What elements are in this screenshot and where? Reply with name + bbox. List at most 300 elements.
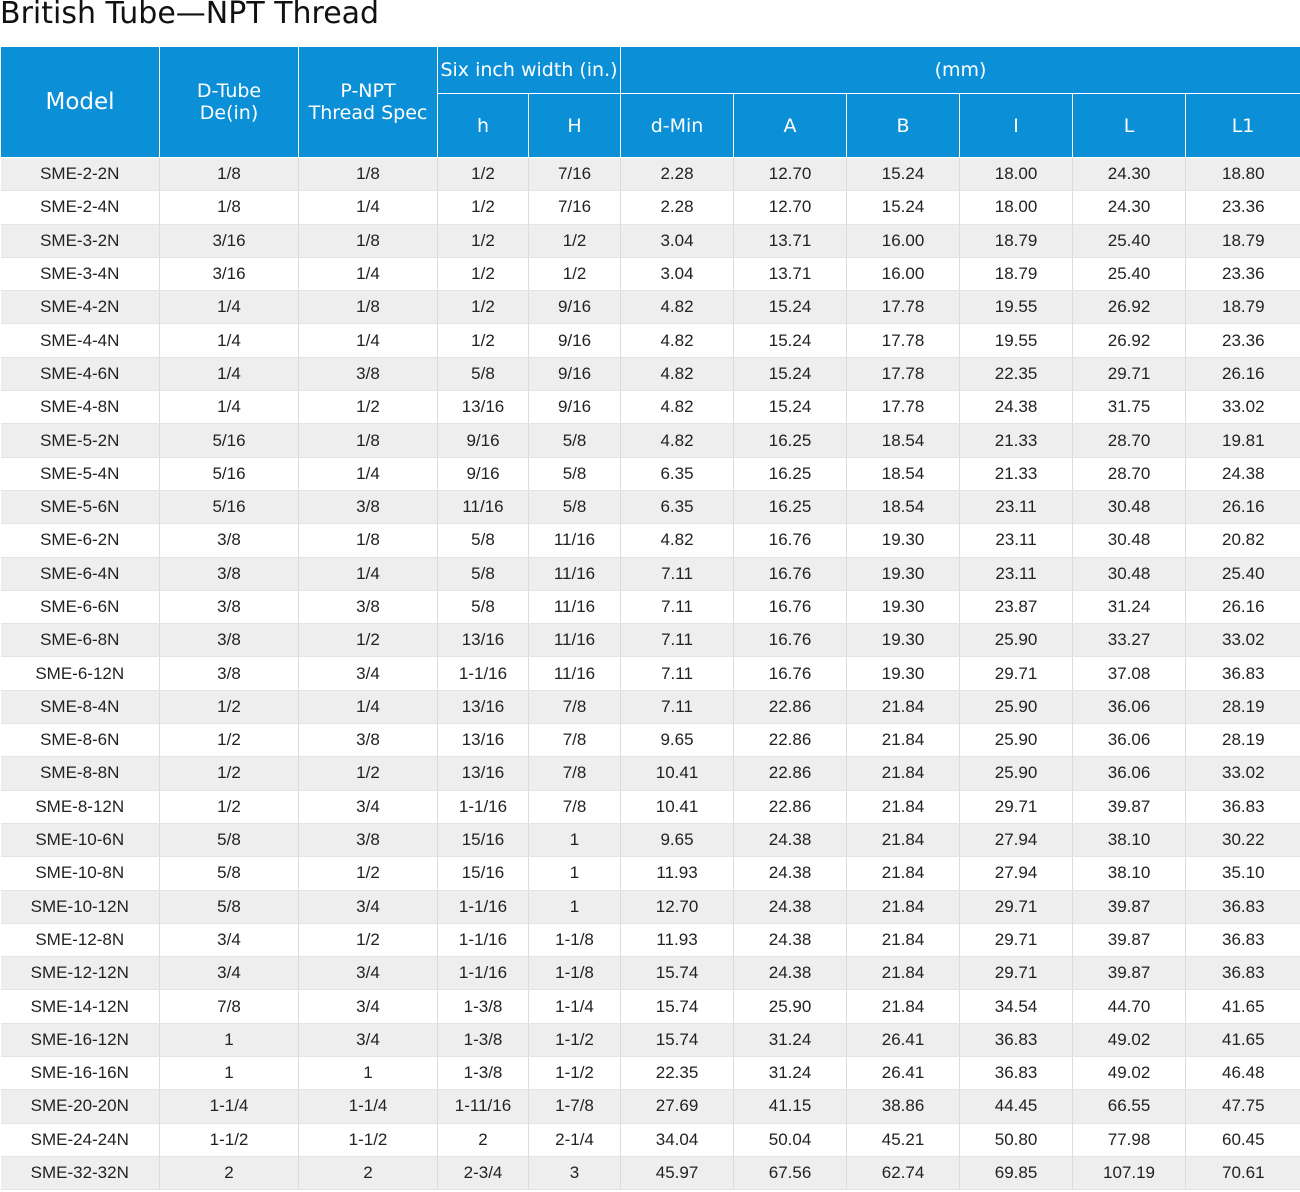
cell-a: 24.38	[734, 823, 847, 856]
cell-d-tube: 1-1/4	[160, 1090, 299, 1123]
cell-l1: 41.65	[1186, 1023, 1300, 1056]
cell-model: SME-3-4N	[1, 257, 160, 290]
cell-h-large: 7/8	[529, 724, 621, 757]
cell-h-large: 1/2	[529, 224, 621, 257]
cell-a: 16.76	[734, 524, 847, 557]
cell-d-min: 6.35	[621, 490, 734, 523]
cell-h: 13/16	[438, 757, 529, 790]
cell-p-npt: 1/8	[299, 224, 438, 257]
header-model: Model	[1, 47, 160, 158]
cell-a: 22.86	[734, 757, 847, 790]
cell-i: 25.90	[960, 690, 1073, 723]
cell-model: SME-4-4N	[1, 324, 160, 357]
cell-i: 29.71	[960, 957, 1073, 990]
cell-p-npt: 1/4	[299, 324, 438, 357]
cell-h-large: 1-7/8	[529, 1090, 621, 1123]
header-d-tube-line2: De(in)	[199, 102, 259, 124]
cell-i: 25.90	[960, 624, 1073, 657]
cell-l: 29.71	[1073, 357, 1186, 390]
cell-l1: 18.79	[1186, 224, 1300, 257]
table-row	[1, 191, 1300, 224]
cell-l1: 28.19	[1186, 724, 1300, 757]
cell-p-npt: 3/4	[299, 957, 438, 990]
cell-h-large: 1-1/8	[529, 957, 621, 990]
cell-model: SME-8-6N	[1, 724, 160, 757]
cell-d-tube: 1/2	[160, 724, 299, 757]
cell-b: 17.78	[847, 324, 960, 357]
cell-d-min: 6.35	[621, 457, 734, 490]
header-a: A	[734, 94, 847, 158]
cell-d-tube: 5/16	[160, 490, 299, 523]
cell-h: 1-3/8	[438, 990, 529, 1023]
cell-d-min: 3.04	[621, 224, 734, 257]
cell-h-large: 9/16	[529, 291, 621, 324]
cell-d-min: 22.35	[621, 1057, 734, 1090]
cell-d-min: 4.82	[621, 391, 734, 424]
cell-p-npt: 1/2	[299, 391, 438, 424]
cell-a: 31.24	[734, 1023, 847, 1056]
cell-p-npt: 1-1/4	[299, 1090, 438, 1123]
cell-d-min: 4.82	[621, 524, 734, 557]
cell-l: 36.06	[1073, 757, 1186, 790]
header-mm: (mm)	[621, 47, 1300, 94]
cell-a: 16.76	[734, 624, 847, 657]
cell-h: 1/2	[438, 257, 529, 290]
cell-b: 21.84	[847, 923, 960, 956]
cell-d-tube: 1	[160, 1023, 299, 1056]
cell-model: SME-10-8N	[1, 857, 160, 890]
cell-h-large: 5/8	[529, 457, 621, 490]
cell-a: 16.25	[734, 490, 847, 523]
cell-model: SME-4-6N	[1, 357, 160, 390]
cell-i: 25.90	[960, 757, 1073, 790]
cell-h-large: 11/16	[529, 590, 621, 623]
cell-d-min: 2.28	[621, 191, 734, 224]
cell-i: 21.33	[960, 424, 1073, 457]
cell-l1: 26.16	[1186, 490, 1300, 523]
cell-l1: 19.81	[1186, 424, 1300, 457]
header-h-large: H	[529, 94, 621, 158]
table-row	[1, 790, 1300, 823]
cell-h-large: 11/16	[529, 524, 621, 557]
cell-d-tube: 7/8	[160, 990, 299, 1023]
cell-d-min: 4.82	[621, 424, 734, 457]
cell-h: 1-1/16	[438, 790, 529, 823]
cell-l: 77.98	[1073, 1123, 1186, 1156]
cell-d-tube: 3/8	[160, 524, 299, 557]
cell-a: 24.38	[734, 857, 847, 890]
header-i: I	[960, 94, 1073, 158]
cell-model: SME-6-12N	[1, 657, 160, 690]
cell-l1: 18.80	[1186, 158, 1300, 191]
cell-d-tube: 2	[160, 1156, 299, 1189]
table-row	[1, 490, 1300, 523]
cell-b: 16.00	[847, 257, 960, 290]
cell-a: 22.86	[734, 790, 847, 823]
cell-a: 22.86	[734, 724, 847, 757]
cell-i: 69.85	[960, 1156, 1073, 1189]
cell-model: SME-6-6N	[1, 590, 160, 623]
table-row	[1, 158, 1300, 191]
cell-a: 13.71	[734, 257, 847, 290]
cell-i: 23.87	[960, 590, 1073, 623]
cell-i: 29.71	[960, 923, 1073, 956]
cell-d-min: 34.04	[621, 1123, 734, 1156]
cell-h-large: 5/8	[529, 424, 621, 457]
cell-model: SME-16-16N	[1, 1057, 160, 1090]
cell-a: 12.70	[734, 191, 847, 224]
cell-b: 17.78	[847, 391, 960, 424]
cell-i: 25.90	[960, 724, 1073, 757]
cell-l1: 33.02	[1186, 757, 1300, 790]
cell-h: 5/8	[438, 557, 529, 590]
cell-l1: 23.36	[1186, 257, 1300, 290]
table-row	[1, 590, 1300, 623]
table-row	[1, 823, 1300, 856]
cell-d-min: 7.11	[621, 590, 734, 623]
cell-l: 31.24	[1073, 590, 1186, 623]
cell-l: 39.87	[1073, 923, 1186, 956]
cell-h-large: 11/16	[529, 657, 621, 690]
cell-p-npt: 3/4	[299, 1023, 438, 1056]
table-row	[1, 424, 1300, 457]
cell-d-tube: 3/8	[160, 590, 299, 623]
cell-model: SME-6-8N	[1, 624, 160, 657]
cell-i: 23.11	[960, 490, 1073, 523]
cell-l1: 26.16	[1186, 590, 1300, 623]
cell-p-npt: 1/4	[299, 557, 438, 590]
cell-p-npt: 1/4	[299, 457, 438, 490]
cell-h: 1-11/16	[438, 1090, 529, 1123]
table-row	[1, 990, 1300, 1023]
cell-d-min: 12.70	[621, 890, 734, 923]
cell-h: 13/16	[438, 690, 529, 723]
cell-model: SME-10-12N	[1, 890, 160, 923]
cell-h: 1-1/16	[438, 890, 529, 923]
table-header	[1, 47, 1300, 158]
cell-l1: 47.75	[1186, 1090, 1300, 1123]
cell-p-npt: 3/8	[299, 590, 438, 623]
cell-model: SME-4-8N	[1, 391, 160, 424]
cell-d-min: 7.11	[621, 557, 734, 590]
cell-a: 15.24	[734, 291, 847, 324]
cell-b: 62.74	[847, 1156, 960, 1189]
cell-h-large: 7/16	[529, 158, 621, 191]
header-six-inch: Six inch width (in.)	[438, 47, 621, 94]
cell-i: 29.71	[960, 790, 1073, 823]
cell-l: 26.92	[1073, 291, 1186, 324]
cell-a: 24.38	[734, 890, 847, 923]
cell-model: SME-2-2N	[1, 158, 160, 191]
cell-b: 21.84	[847, 757, 960, 790]
cell-h: 1/2	[438, 224, 529, 257]
cell-i: 27.94	[960, 857, 1073, 890]
cell-l: 39.87	[1073, 957, 1186, 990]
cell-d-min: 11.93	[621, 923, 734, 956]
header-p-npt	[299, 47, 438, 158]
table-row	[1, 923, 1300, 956]
cell-i: 19.55	[960, 324, 1073, 357]
cell-a: 13.71	[734, 224, 847, 257]
cell-a: 16.76	[734, 557, 847, 590]
cell-l: 66.55	[1073, 1090, 1186, 1123]
cell-l1: 36.83	[1186, 890, 1300, 923]
cell-model: SME-5-6N	[1, 490, 160, 523]
cell-i: 23.11	[960, 524, 1073, 557]
cell-l1: 18.79	[1186, 291, 1300, 324]
cell-l: 24.30	[1073, 191, 1186, 224]
cell-h: 2-3/4	[438, 1156, 529, 1189]
cell-l1: 46.48	[1186, 1057, 1300, 1090]
cell-model: SME-5-4N	[1, 457, 160, 490]
cell-p-npt: 3/8	[299, 357, 438, 390]
cell-i: 36.83	[960, 1023, 1073, 1056]
cell-b: 21.84	[847, 890, 960, 923]
cell-d-min: 4.82	[621, 291, 734, 324]
cell-h: 13/16	[438, 724, 529, 757]
cell-d-tube: 3/16	[160, 257, 299, 290]
cell-h-large: 1/2	[529, 257, 621, 290]
cell-d-tube: 5/8	[160, 857, 299, 890]
cell-a: 16.76	[734, 657, 847, 690]
cell-model: SME-6-4N	[1, 557, 160, 590]
cell-h: 1-1/16	[438, 923, 529, 956]
table-row	[1, 1123, 1300, 1156]
cell-d-tube: 3/16	[160, 224, 299, 257]
cell-d-min: 15.74	[621, 1023, 734, 1056]
cell-i: 24.38	[960, 391, 1073, 424]
cell-d-min: 10.41	[621, 757, 734, 790]
cell-l: 28.70	[1073, 424, 1186, 457]
cell-l1: 28.19	[1186, 690, 1300, 723]
cell-h: 1/2	[438, 191, 529, 224]
cell-h: 13/16	[438, 391, 529, 424]
table-row	[1, 1023, 1300, 1056]
cell-model: SME-2-4N	[1, 191, 160, 224]
cell-i: 22.35	[960, 357, 1073, 390]
table-row	[1, 291, 1300, 324]
cell-h: 15/16	[438, 857, 529, 890]
cell-i: 50.80	[960, 1123, 1073, 1156]
cell-h: 1/2	[438, 158, 529, 191]
cell-h-large: 7/16	[529, 191, 621, 224]
cell-l: 28.70	[1073, 457, 1186, 490]
cell-model: SME-24-24N	[1, 1123, 160, 1156]
table-row	[1, 391, 1300, 424]
cell-h-large: 7/8	[529, 757, 621, 790]
table-row	[1, 1156, 1300, 1189]
cell-l1: 33.02	[1186, 391, 1300, 424]
cell-b: 19.30	[847, 524, 960, 557]
table-row	[1, 957, 1300, 990]
cell-l: 49.02	[1073, 1023, 1186, 1056]
cell-b: 15.24	[847, 191, 960, 224]
cell-l1: 36.83	[1186, 657, 1300, 690]
spec-table	[0, 46, 1300, 1190]
table-body	[1, 158, 1300, 1190]
cell-l1: 36.83	[1186, 923, 1300, 956]
cell-h-large: 1-1/4	[529, 990, 621, 1023]
cell-a: 67.56	[734, 1156, 847, 1189]
header-d-tube	[160, 47, 299, 158]
cell-h-large: 11/16	[529, 557, 621, 590]
cell-i: 18.00	[960, 158, 1073, 191]
cell-h: 1-1/16	[438, 957, 529, 990]
cell-b: 26.41	[847, 1023, 960, 1056]
cell-i: 29.71	[960, 657, 1073, 690]
cell-p-npt: 3/8	[299, 724, 438, 757]
cell-d-min: 7.11	[621, 624, 734, 657]
cell-h-large: 1-1/2	[529, 1057, 621, 1090]
cell-b: 21.84	[847, 724, 960, 757]
cell-model: SME-20-20N	[1, 1090, 160, 1123]
cell-l: 33.27	[1073, 624, 1186, 657]
cell-l: 24.30	[1073, 158, 1186, 191]
cell-model: SME-14-12N	[1, 990, 160, 1023]
cell-l1: 41.65	[1186, 990, 1300, 1023]
cell-h-large: 1	[529, 857, 621, 890]
cell-h: 1-3/8	[438, 1057, 529, 1090]
cell-b: 18.54	[847, 424, 960, 457]
cell-d-tube: 3/4	[160, 923, 299, 956]
cell-p-npt: 1	[299, 1057, 438, 1090]
cell-h: 1-3/8	[438, 1023, 529, 1056]
header-l: L	[1073, 94, 1186, 158]
cell-model: SME-32-32N	[1, 1156, 160, 1189]
cell-l1: 20.82	[1186, 524, 1300, 557]
cell-l1: 23.36	[1186, 324, 1300, 357]
cell-i: 36.83	[960, 1057, 1073, 1090]
table-row	[1, 457, 1300, 490]
cell-a: 50.04	[734, 1123, 847, 1156]
cell-d-min: 7.11	[621, 690, 734, 723]
cell-model: SME-4-2N	[1, 291, 160, 324]
cell-h-large: 9/16	[529, 391, 621, 424]
cell-l: 30.48	[1073, 557, 1186, 590]
table-row	[1, 690, 1300, 723]
cell-d-tube: 5/8	[160, 890, 299, 923]
cell-a: 24.38	[734, 957, 847, 990]
cell-l1: 24.38	[1186, 457, 1300, 490]
cell-a: 12.70	[734, 158, 847, 191]
cell-b: 19.30	[847, 624, 960, 657]
cell-p-npt: 1/8	[299, 291, 438, 324]
cell-p-npt: 1-1/2	[299, 1123, 438, 1156]
cell-p-npt: 1/8	[299, 424, 438, 457]
cell-h-large: 2-1/4	[529, 1123, 621, 1156]
cell-p-npt: 1/8	[299, 524, 438, 557]
table-row	[1, 624, 1300, 657]
cell-d-tube: 1/8	[160, 158, 299, 191]
header-l1: L1	[1186, 94, 1300, 158]
table-row	[1, 1057, 1300, 1090]
cell-a: 41.15	[734, 1090, 847, 1123]
header-d-min: d-Min	[621, 94, 734, 158]
cell-b: 21.84	[847, 957, 960, 990]
cell-d-tube: 5/16	[160, 457, 299, 490]
cell-model: SME-16-12N	[1, 1023, 160, 1056]
cell-model: SME-12-8N	[1, 923, 160, 956]
table-row	[1, 524, 1300, 557]
header-p-npt-line2: Thread Spec	[308, 102, 428, 124]
cell-l: 36.06	[1073, 690, 1186, 723]
cell-b: 15.24	[847, 158, 960, 191]
cell-b: 19.30	[847, 557, 960, 590]
cell-l: 26.92	[1073, 324, 1186, 357]
cell-d-tube: 1/2	[160, 757, 299, 790]
cell-l1: 33.02	[1186, 624, 1300, 657]
cell-d-min: 4.82	[621, 324, 734, 357]
cell-b: 17.78	[847, 291, 960, 324]
cell-h-large: 5/8	[529, 490, 621, 523]
cell-l1: 60.45	[1186, 1123, 1300, 1156]
cell-p-npt: 3/4	[299, 990, 438, 1023]
cell-i: 23.11	[960, 557, 1073, 590]
cell-d-min: 27.69	[621, 1090, 734, 1123]
table-row	[1, 324, 1300, 357]
header-b: B	[847, 94, 960, 158]
cell-h: 9/16	[438, 457, 529, 490]
cell-d-min: 2.28	[621, 158, 734, 191]
cell-d-tube: 1/8	[160, 191, 299, 224]
cell-h: 11/16	[438, 490, 529, 523]
cell-i: 18.00	[960, 191, 1073, 224]
cell-l: 49.02	[1073, 1057, 1186, 1090]
cell-b: 38.86	[847, 1090, 960, 1123]
cell-b: 19.30	[847, 590, 960, 623]
cell-b: 17.78	[847, 357, 960, 390]
cell-a: 15.24	[734, 391, 847, 424]
cell-a: 22.86	[734, 690, 847, 723]
cell-model: SME-8-8N	[1, 757, 160, 790]
cell-b: 21.84	[847, 990, 960, 1023]
cell-h: 9/16	[438, 424, 529, 457]
cell-a: 16.25	[734, 424, 847, 457]
cell-i: 18.79	[960, 257, 1073, 290]
cell-p-npt: 1/2	[299, 757, 438, 790]
cell-l: 39.87	[1073, 890, 1186, 923]
cell-h: 1/2	[438, 324, 529, 357]
cell-d-tube: 1/2	[160, 690, 299, 723]
cell-b: 21.84	[847, 857, 960, 890]
table-row	[1, 1090, 1300, 1123]
cell-b: 19.30	[847, 657, 960, 690]
cell-d-min: 3.04	[621, 257, 734, 290]
cell-i: 21.33	[960, 457, 1073, 490]
cell-l1: 25.40	[1186, 557, 1300, 590]
table-row	[1, 657, 1300, 690]
cell-p-npt: 1/2	[299, 857, 438, 890]
table-row	[1, 557, 1300, 590]
cell-p-npt: 3/8	[299, 823, 438, 856]
cell-h: 1/2	[438, 291, 529, 324]
cell-p-npt: 1/4	[299, 191, 438, 224]
cell-p-npt: 2	[299, 1156, 438, 1189]
cell-d-tube: 3/4	[160, 957, 299, 990]
cell-p-npt: 3/4	[299, 890, 438, 923]
cell-d-min: 45.97	[621, 1156, 734, 1189]
cell-b: 16.00	[847, 224, 960, 257]
cell-model: SME-12-12N	[1, 957, 160, 990]
cell-d-tube: 1/4	[160, 324, 299, 357]
cell-b: 21.84	[847, 690, 960, 723]
cell-d-tube: 3/8	[160, 557, 299, 590]
cell-d-tube: 1/4	[160, 391, 299, 424]
cell-i: 29.71	[960, 890, 1073, 923]
header-h-small: h	[438, 94, 529, 158]
cell-d-tube: 5/8	[160, 823, 299, 856]
cell-d-min: 15.74	[621, 990, 734, 1023]
